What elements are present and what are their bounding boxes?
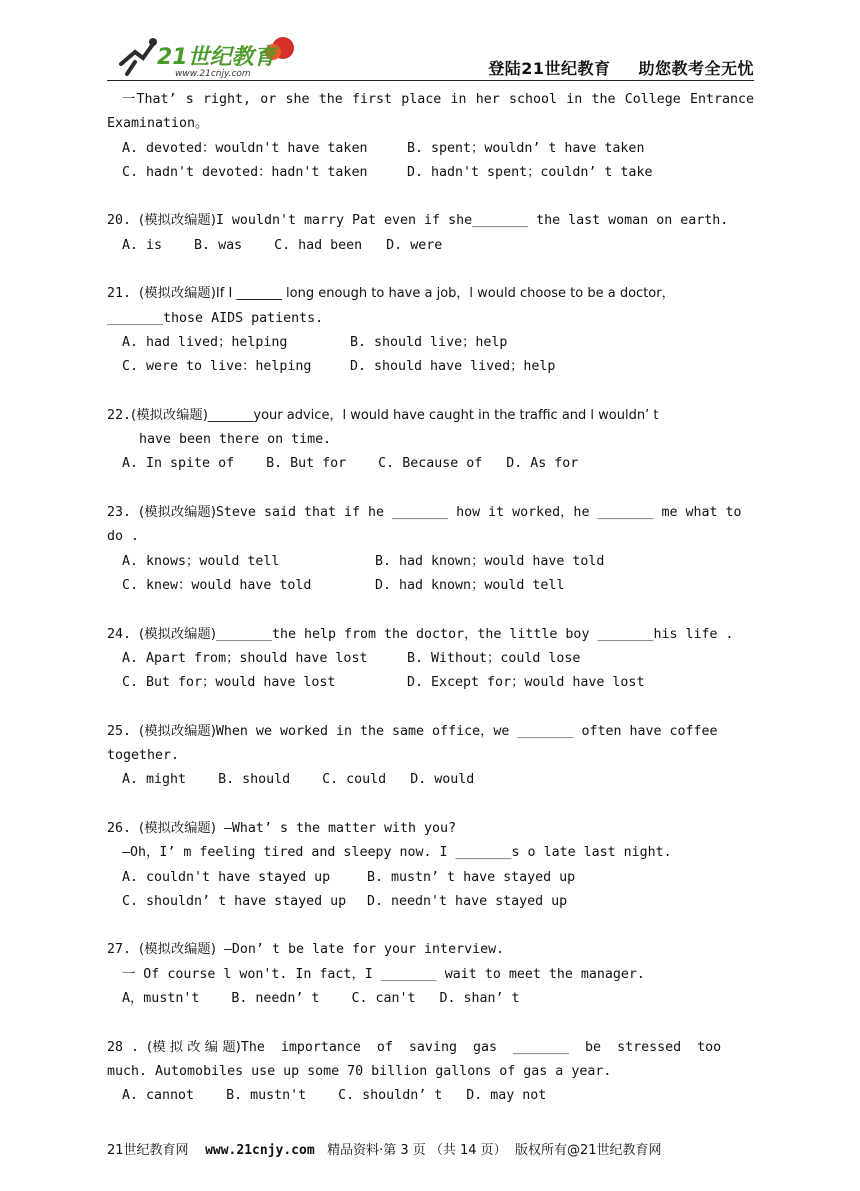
footer-page-info: 精品资料·第 3 页 （共 14 页） [327, 1143, 507, 1158]
question-stem [107, 720, 754, 744]
question-stem [107, 623, 754, 647]
question-stem: 一That’ s right, or she the first place in her school in the College Entrance [122, 92, 754, 107]
question-number: 24. [107, 626, 140, 642]
question-stem: have been there on time. [139, 432, 332, 448]
question-stem: much. Automobiles use up some 70 billion gallons of gas a year. [107, 1063, 612, 1079]
question-text: Steve said that if he _______ how it worked，he _______ me what to [215, 505, 742, 521]
option-row: A. might B. should C. could D. would [122, 772, 475, 788]
option-row [107, 866, 754, 890]
option-a: A. devoted：wouldn't have taken [122, 140, 368, 156]
option-d: D. should have lived；help [350, 359, 556, 375]
question-number: 28 . [107, 1039, 148, 1055]
option-b: B. mustn’ t have stayed up [367, 869, 576, 885]
option-c: C. knew：would have told [122, 577, 312, 593]
question-25 [107, 720, 754, 793]
question-list [107, 88, 754, 1108]
option-b: B. spent；wouldn’ t have taken [407, 140, 645, 156]
option-row [107, 890, 754, 914]
question-stem [107, 282, 754, 306]
page-header [107, 34, 754, 81]
option-row [107, 550, 754, 574]
question-text: When we worked in the same office，we _______ often have coffee [215, 723, 718, 739]
option-row [107, 355, 754, 379]
question-number: 26. [107, 820, 140, 836]
question-text: I wouldn't marry Pat even if she_______ the last woman on earth. [215, 213, 729, 229]
footer-copyright: 版权所有@21世纪教育网 [514, 1143, 662, 1158]
question-stem [107, 938, 754, 962]
question-text: —Don’ t be late for your interview. [215, 942, 505, 958]
question-number: 23. [107, 505, 140, 521]
question-tag: (模拟改编题) [139, 213, 216, 229]
option-row: A. cannot B. mustn't C. shouldn’ t D. may not [122, 1088, 547, 1104]
option-d: D. hadn't spent；couldn’ t take [407, 164, 653, 180]
question-22 [107, 404, 754, 477]
option-d: D. needn't have stayed up [367, 893, 568, 909]
question-text: —What’ s the matter with you? [215, 820, 457, 836]
question-27 [107, 938, 754, 1011]
option-a: A. Apart from；should have lost [122, 650, 368, 666]
question-stem [107, 1036, 754, 1060]
option-c: C. shouldn’ t have stayed up [122, 893, 347, 909]
question-number: 22. [107, 407, 132, 423]
option-b: B. had known；would have told [375, 553, 605, 569]
question-tag: (模 拟 改 编 题) [147, 1039, 241, 1055]
question-stem: do . [107, 529, 140, 545]
option-row: A，mustn't B. needn’ t C. can't D. shan’ t [122, 990, 520, 1006]
option-d: D. had known；would tell [375, 577, 565, 593]
option-c: C. hadn't devoted：hadn't taken [122, 164, 368, 180]
page-footer [107, 1139, 754, 1158]
option-row [107, 331, 754, 355]
question-number: 21. [107, 286, 140, 302]
question-19 [107, 88, 754, 185]
logo [113, 34, 313, 78]
svg-text:www.21cnjy.com: www.21cnjy.com [175, 69, 251, 78]
question-tag: (模拟改编题) [139, 942, 216, 958]
question-tag: (模拟改编题) [131, 407, 208, 423]
option-row [107, 671, 754, 695]
option-row [107, 137, 754, 161]
question-stem: Examination。 [107, 116, 209, 132]
question-number: 25. [107, 723, 140, 739]
question-text: If I _______ long enough to have a job，l would choose to be a doctor， [215, 286, 675, 302]
option-b: B. Without；could lose [407, 650, 581, 666]
question-stem [107, 404, 754, 428]
question-stem [107, 209, 754, 233]
question-stem: _______those AIDS patients. [107, 310, 324, 326]
question-24 [107, 623, 754, 696]
question-tag: (模拟改编题) [139, 820, 216, 836]
question-stem: —Oh，I’ m feeling tired and sleepy now. I _______s o late last night. [122, 845, 672, 861]
svg-text:21世纪教育: 21世纪教育 [157, 45, 276, 70]
header-slogan-left: 登陆21世纪教育 [488, 59, 611, 78]
question-26 [107, 817, 754, 914]
option-a: A. had lived；helping [122, 334, 288, 350]
question-28 [107, 1036, 754, 1109]
option-row [107, 574, 754, 598]
header-slogan-right: 助您教考全无忧 [638, 59, 754, 78]
footer-left: 21世纪教育网 [107, 1143, 189, 1158]
question-text: _______your advice，l would have caught in the traffic and l wouldn’ t [207, 407, 659, 423]
option-row [107, 647, 754, 671]
question-20 [107, 209, 754, 258]
question-text: _______the help from the doctor，the little boy _______his life . [215, 626, 734, 642]
question-stem [107, 817, 754, 841]
option-c: C. were to live：helping [122, 359, 312, 375]
footer-site-link[interactable]: www.21cnjy.com [205, 1143, 315, 1158]
option-d: D. Except for；would have lost [407, 675, 645, 691]
question-tag: (模拟改编题) [139, 286, 216, 302]
option-row: A. is B. was C. had been D. were [122, 237, 443, 253]
question-text: The importance of saving gas _______ be stressed too [240, 1039, 722, 1055]
question-number: 20. [107, 213, 140, 229]
question-tag: (模拟改编题) [139, 626, 216, 642]
option-c: C. But for；would have lost [122, 675, 336, 691]
option-row: A. In spite of B. But for C. Because of D. As for [122, 456, 579, 472]
option-row [107, 161, 754, 185]
question-23 [107, 501, 754, 598]
question-tag: (模拟改编题) [139, 723, 216, 739]
question-stem: together. [107, 748, 180, 764]
option-b: B. should live；help [350, 334, 508, 350]
header-slogan [488, 56, 754, 79]
question-stem [107, 501, 754, 525]
question-tag: (模拟改编题) [139, 505, 216, 521]
question-stem: 一 Of course l won't. In fact，I _______ wait to meet the manager. [122, 966, 645, 982]
option-a: A. couldn't have stayed up [122, 869, 331, 885]
question-number: 27. [107, 942, 140, 958]
question-21 [107, 282, 754, 379]
option-a: A. knows；would tell [122, 553, 280, 569]
